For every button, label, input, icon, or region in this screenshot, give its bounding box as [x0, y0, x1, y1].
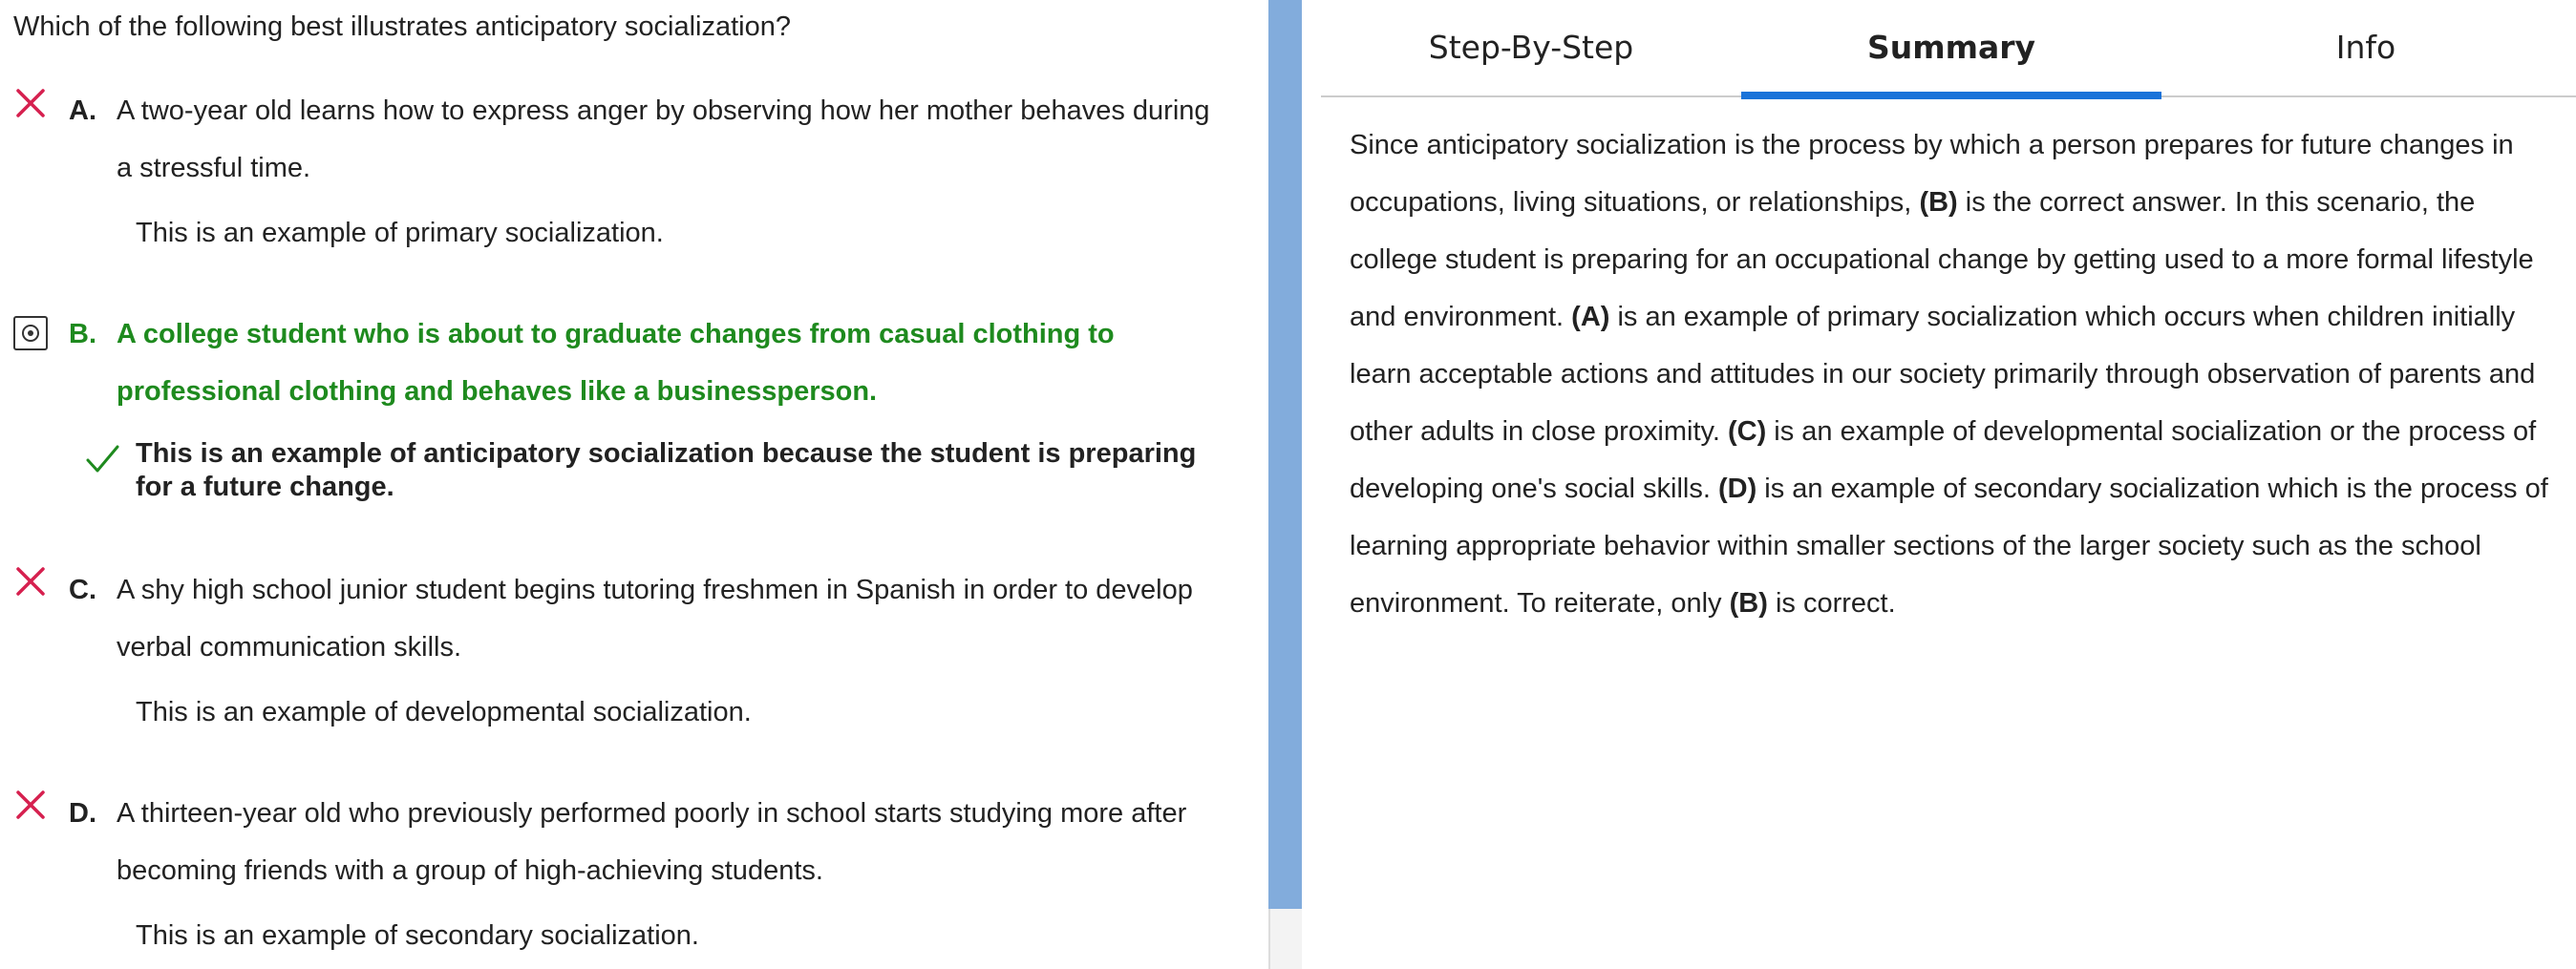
active-tab-indicator [1741, 92, 2161, 99]
answer-ref: (B) [1729, 588, 1768, 619]
feedback-line: This is an example of anticipatory socialization because the student is preparing [136, 438, 1197, 469]
choice-line: A two-year old learns how to express anger by observing how her mother behaves during [117, 95, 1210, 126]
answer-ref: (C) [1727, 416, 1767, 447]
choice-letter: D. [69, 798, 96, 829]
explanation-panel [1302, 0, 2576, 969]
tab-summary[interactable] [1741, 0, 2161, 97]
choice-feedback: This is an example of developmental socialization. [136, 697, 752, 727]
panel-divider[interactable] [1268, 0, 1302, 969]
summary-segment: is an example of primary socialization which occurs when children initially learn acceptable actions and attitudes in our society primarily through observation of parents and other adults in close proximity. [1350, 302, 2536, 447]
divider-footer [1268, 909, 1302, 969]
summary-segment: is an example of secondary socialization which is the process of learning appropriate behavior within smaller sections of the larger society such as the school environment. To reiterate, only [1350, 474, 2548, 619]
choice-letter: A. [69, 95, 96, 126]
summary-text [1350, 116, 2567, 632]
choice-text [117, 305, 1263, 420]
tab-bar [1321, 0, 2576, 97]
choice-line: A college student who is about to graduate changes from casual clothing to [117, 319, 1115, 349]
choice-feedback: This is an example of secondary socialization. [136, 920, 699, 951]
summary-segment: is an example of developmental socialization or the process of developing one's social skills. [1350, 416, 2537, 504]
x-icon [13, 86, 48, 120]
choice-text [117, 82, 1263, 197]
choice-line: A shy high school junior student begins tutoring freshmen in Spanish in order to develop [117, 575, 1193, 605]
question-panel [0, 0, 1268, 969]
x-icon [13, 788, 48, 822]
choice-line: professional clothing and behaves like a businessperson. [117, 376, 878, 407]
divider-handle[interactable] [1268, 0, 1302, 909]
radio-selected-icon[interactable] [13, 316, 48, 350]
answer-ref: (D) [1717, 474, 1757, 504]
choice-line: becoming friends with a group of high-achieving students. [117, 855, 823, 886]
choice-text [117, 785, 1263, 899]
answer-ref: (B) [1919, 187, 1958, 218]
choice-line: A thirteen-year old who previously performed poorly in school starts studying more after [117, 798, 1187, 829]
summary-segment: Since anticipatory socialization is the process by which a person prepares for future changes in occupations, living situations, or relationships, [1350, 130, 2514, 218]
feedback-line: for a future change. [136, 472, 394, 502]
summary-segment: is the correct answer. In this scenario, the college student is preparing for an occupational change by getting used to a more formal lifestyle and environment. [1350, 187, 2534, 332]
x-icon [13, 564, 48, 599]
choice-feedback: This is an example of primary socialization. [136, 218, 664, 248]
tab-summary-label: Summary [1866, 29, 2036, 66]
choice-text [117, 561, 1263, 676]
choice-letter: C. [69, 575, 96, 605]
answer-ref: (A) [1571, 302, 1610, 332]
tab-step-by-step[interactable]: Step-By-Step [1428, 29, 1634, 66]
choice-feedback [136, 437, 1253, 504]
choice-letter: B. [69, 319, 96, 349]
choice-line: a stressful time. [117, 153, 311, 183]
question-text: Which of the following best illustrates anticipatory socialization? [13, 11, 792, 42]
choice-line: verbal communication skills. [117, 632, 462, 663]
summary-segment: is correct. [1775, 588, 1896, 619]
tab-info[interactable]: Info [2335, 29, 2396, 66]
checkmark-icon [84, 441, 120, 477]
